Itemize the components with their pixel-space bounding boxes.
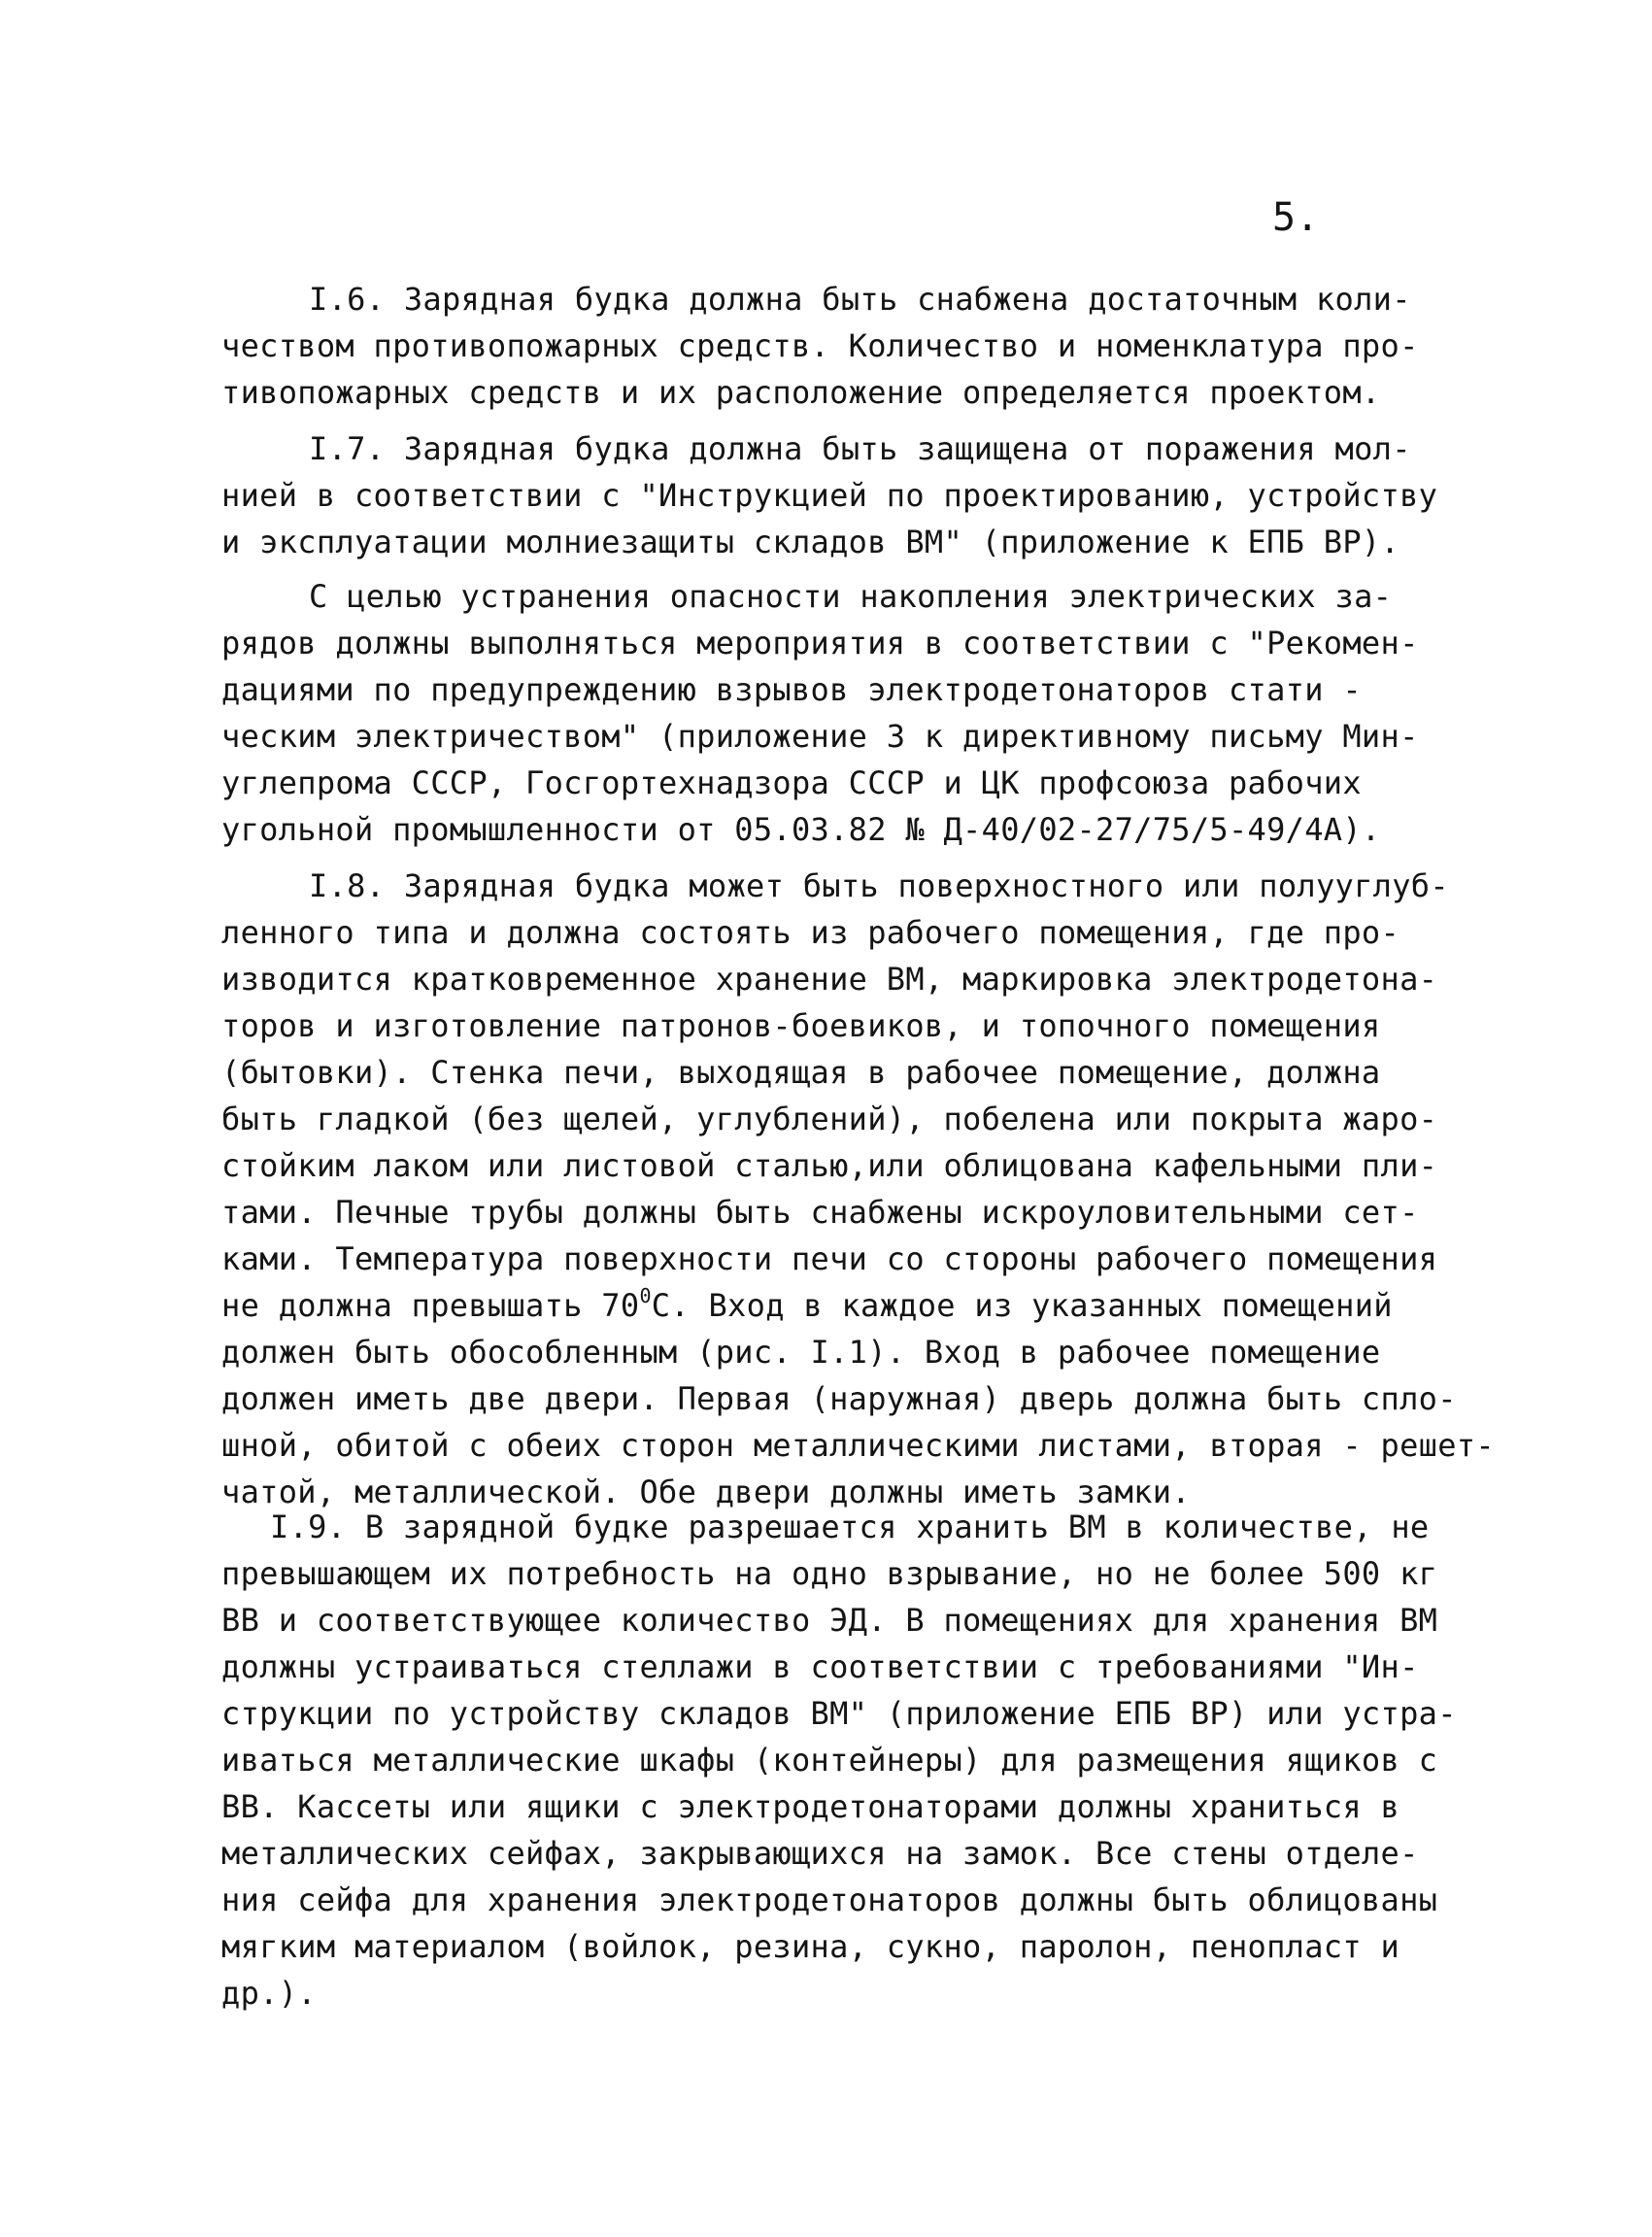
page-number: 5. [1272, 195, 1320, 240]
text-line: чатой, металлической. Обе двери должны иметь замки. [221, 1474, 1191, 1510]
text-line: I.9. В зарядной будке разрешается хранить ВМ в количестве, не [270, 1508, 1430, 1545]
temperature-text: не должна превышать 70 [221, 1287, 640, 1324]
text-line: угольной промышленности от 05.03.82 № Д-40/02-27/75/5-49/4А). [221, 811, 1381, 848]
text-line: ВВ. Кассеты или ящики с электродетонаторами должны храниться в [221, 1788, 1400, 1825]
paragraph-1-7 [221, 425, 1438, 565]
text-line: (бытовки). Стенка печи, выходящая в рабочее помещение, должна [221, 1054, 1381, 1091]
text-line: и эксплуатации молниезащиты складов ВМ" (приложение к ЕПБ ВР). [221, 524, 1400, 560]
degree-superscript: 0 [639, 1284, 652, 1307]
text-line: струкции по устройству складов ВМ" (приложение ЕПБ ВР) или устра- [221, 1695, 1457, 1732]
text-line: должен иметь две двери. Первая (наружная) дверь должна быть спло- [221, 1380, 1457, 1417]
text-line: изводится кратковременное хранение ВМ, маркировка электродетона- [221, 961, 1438, 998]
paragraph-static-electricity [221, 573, 1431, 853]
text-line: ленного типа и должна состоять из рабочего помещения, где про- [221, 914, 1400, 951]
text-line: углепрома СССР, Госгортехнадзора СССР и ЦК профсоюза рабочих [221, 764, 1362, 801]
text-line: чеством противопожарных средств. Количество и номенклатура про- [221, 327, 1419, 364]
paragraph-1-8 [221, 863, 1495, 1515]
text-line: стойким лаком или листовой сталью,или облицована кафельными пли- [221, 1147, 1438, 1184]
text-line: шной, обитой с обеих сторон металлическими листами, вторая - решет- [221, 1427, 1495, 1464]
text-line: мягким материалом (войлок, резина, сукно, паролон, пенопласт и [221, 1928, 1400, 1965]
text-line: превышающем их потребность на одно взрывание, но не более 500 кг [221, 1555, 1438, 1592]
text-line: иваться металлические шкафы (контейнеры) для размещения ящиков с [221, 1742, 1438, 1779]
text-line: должны устраиваться стеллажи в соответствии с требованиями "Ин- [221, 1648, 1419, 1685]
paragraph-1-6 [221, 276, 1431, 416]
text-line: нией в соответствии с "Инструкцией по проектированию, устройству [221, 477, 1438, 514]
text-line: ческим электричеством" (приложение 3 к директивному письму Мин- [221, 718, 1419, 755]
text-line: должен быть обособленным (рис. I.1). Вход в рабочее помещение [221, 1334, 1381, 1371]
text-line: ВВ и соответствующее количество ЭД. В помещениях для хранения ВМ [221, 1602, 1438, 1639]
text-line: быть гладкой (без щелей, углублений), побелена или покрыта жаро- [221, 1101, 1438, 1137]
text-line: I.7. Зарядная будка должна быть защищена от поражения мол- [309, 430, 1411, 467]
text-line: дациями по предупреждению взрывов электродетонаторов стати - [221, 671, 1362, 708]
text-line: ками. Температура поверхности печи со стороны рабочего помещения [221, 1240, 1438, 1277]
text-line: металлических сейфах, закрывающихся на замок. Все стены отделе- [221, 1835, 1419, 1872]
text-line: рядов должны выполняться мероприятия в соответствии с "Рекомен- [221, 625, 1419, 661]
paragraph-1-9 [221, 1504, 1457, 2017]
text-line: I.6. Зарядная будка должна быть снабжена достаточным коли- [309, 281, 1411, 318]
text-line: I.8. Зарядная будка может быть поверхностного или полууглуб- [309, 867, 1449, 904]
temperature-tail: С. Вход в каждое из указанных помещений [651, 1287, 1393, 1324]
text-line: ния сейфа для хранения электродетонаторов должны быть облицованы [221, 1881, 1438, 1918]
text-line: торов и изготовление патронов-боевиков, и топочного помещения [221, 1007, 1381, 1044]
text-line-with-temperature [221, 1282, 1431, 1329]
text-line: тами. Печные трубы должны быть снабжены искроуловительными сет- [221, 1194, 1419, 1231]
text-line: С целью устранения опасности накопления электрических за- [309, 578, 1393, 615]
text-line: др.). [221, 1975, 317, 2012]
text-line: тивопожарных средств и их расположение определяется проектом. [221, 374, 1381, 411]
